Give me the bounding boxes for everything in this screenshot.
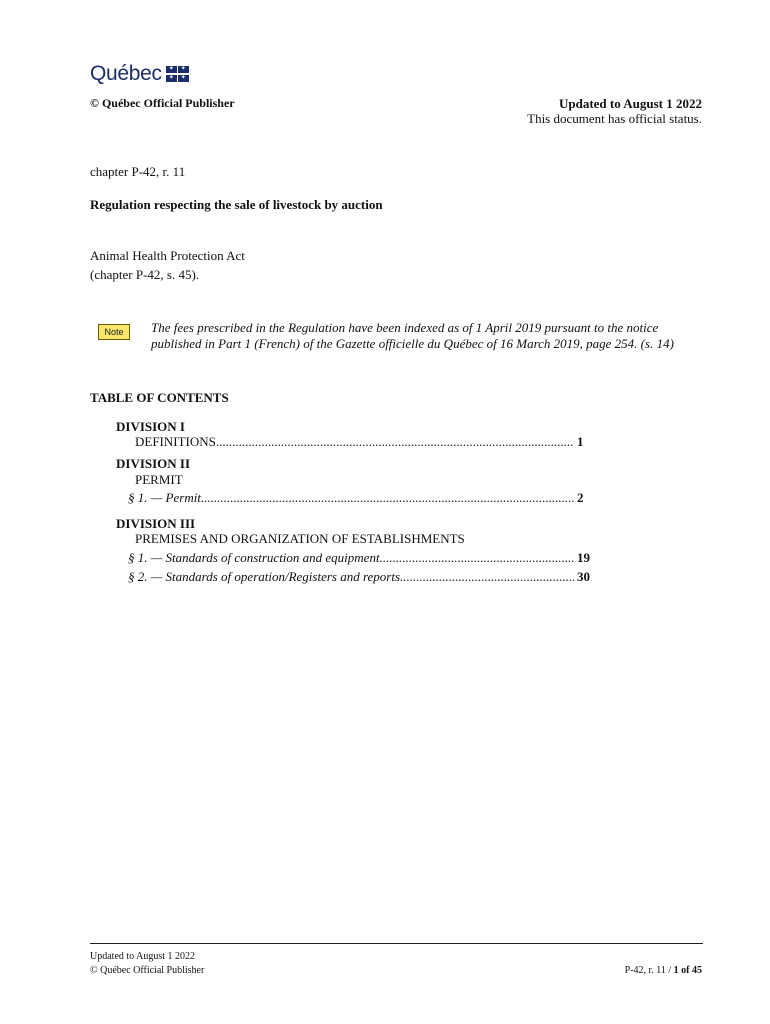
chapter-number: chapter P-42, r. 11 (90, 164, 186, 179)
toc-entry-page[interactable]: 19 (577, 550, 590, 565)
toc-entry[interactable] (128, 550, 603, 566)
dot-leader (216, 434, 574, 450)
toc-entry[interactable] (128, 569, 603, 585)
enabling-act-reference: (chapter P-42, s. 45). (90, 267, 200, 282)
footer-page-ref (625, 965, 702, 976)
dot-leader (201, 490, 574, 506)
quebec-flag-icon: ✦ ✦ ✦ ✦ (166, 66, 189, 82)
toc-title: TABLE OF CONTENTS (90, 390, 229, 405)
toc-entry-page[interactable]: 30 (577, 569, 590, 584)
enabling-act: Animal Health Protection Act (90, 248, 245, 263)
footer-page-number: 1 of 45 (673, 965, 702, 976)
toc-entry-page[interactable]: 1 (577, 434, 584, 449)
toc-entry-label[interactable]: § 1. — Permit (128, 490, 201, 505)
footer-updated: Updated to August 1 2022 (90, 951, 195, 962)
note-icon: Note (98, 324, 130, 340)
quebec-logo (90, 62, 189, 86)
footer-divider (90, 943, 703, 944)
toc-division-heading: DIVISION I (116, 419, 185, 434)
toc-division-heading: DIVISION II (116, 456, 191, 471)
toc-entry-label[interactable]: DEFINITIONS (135, 434, 216, 449)
updated-date: Updated to August 1 2022 (558, 96, 702, 111)
regulation-title: Regulation respecting the sale of livestock by auction (90, 197, 383, 212)
logo-text: Québec (90, 62, 162, 85)
toc-division-subtitle: PERMIT (135, 472, 183, 487)
toc-division-heading: DIVISION III (116, 516, 196, 531)
toc-entry-page[interactable]: 2 (577, 490, 584, 505)
toc-division-subtitle: PREMISES AND ORGANIZATION OF ESTABLISHMENTS (135, 531, 465, 546)
toc-entry-label[interactable]: § 1. — Standards of construction and equipment (128, 550, 380, 565)
toc-entry-label[interactable]: § 2. — Standards of operation/Registers and reports (128, 569, 401, 584)
note-text: The fees prescribed in the Regulation have been indexed as of 1 April 2019 pursuant to the notice published in Part 1 (French) of the Gazette officielle du Québec of 16 March 2019, page 254. (s. 14) (151, 320, 674, 351)
footer-publisher: © Québec Official Publisher (90, 965, 205, 976)
toc-entry[interactable] (135, 434, 603, 450)
dot-leader (380, 550, 574, 566)
footer-chapter-ref: P-42, r. 11 / (624, 965, 672, 976)
dot-leader (400, 569, 574, 585)
official-status: This document has official status. (527, 111, 702, 126)
publisher: © Québec Official Publisher (90, 96, 235, 110)
toc-entry[interactable] (128, 490, 603, 506)
